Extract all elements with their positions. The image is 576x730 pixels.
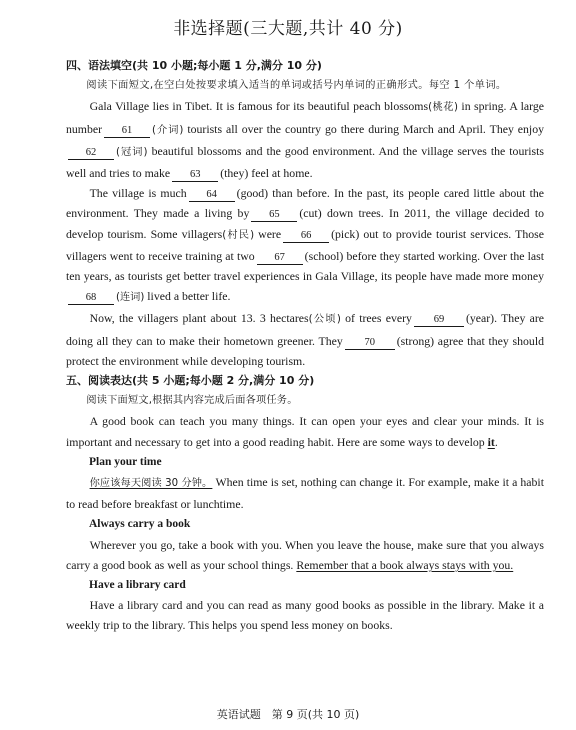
blank-61[interactable]: 61 xyxy=(104,125,150,138)
text-run: of trees every xyxy=(345,311,412,326)
cn-hint: (公顷) xyxy=(308,314,341,326)
section-4-heading: 四、语法填空(共 10 小题;每小题 1 分,满分 10 分) xyxy=(66,59,322,72)
blank-70[interactable]: 70 xyxy=(345,337,395,350)
cn-hint: (连词) xyxy=(116,292,145,304)
reading-paragraph-3: Have a library card and you can read as many good books as possible in the library. Make it a weekly trip to the library. This helps you spend less money on books. xyxy=(66,598,544,633)
page-footer: 英语试题 第 9 页(共 10 页) xyxy=(216,708,360,721)
text-run: beautiful blossoms and the good environment. And the village serves the tourists well and tries to make xyxy=(66,143,545,181)
underlined-sentence: Remember that a book always stays with you. xyxy=(296,557,514,572)
text-run: (they) feel at home. xyxy=(220,166,313,181)
blank-64[interactable]: 64 xyxy=(189,189,235,202)
blank-68[interactable]: 68 xyxy=(68,292,114,305)
text-run: tourists all over the country go there during March and April. They enjoy xyxy=(187,121,545,136)
grammar-paragraph-2 xyxy=(66,183,544,308)
text-run: (year). They are doing all they can to make their hometown greener. They xyxy=(66,311,544,348)
reading-intro xyxy=(66,411,544,451)
grammar-paragraph-1 xyxy=(66,96,544,183)
underlined-it: it xyxy=(487,434,495,449)
blank-63[interactable]: 63 xyxy=(172,169,218,182)
section-4-instruction: 阅读下面短文,在空白处按要求填入适当的单词或括号内单词的正确形式。每空 1 个单词。 xyxy=(86,80,507,92)
subheading-carry-book: Always carry a book xyxy=(89,518,191,531)
section-5-heading: 五、阅读表达(共 5 小题;每小题 2 分,满分 10 分) xyxy=(66,374,315,388)
text-run: When time is set, nothing can change it. For example, make it a habit to read before breakfast or lunchtime. xyxy=(66,475,544,512)
blank-67[interactable]: 67 xyxy=(257,252,303,265)
text-run: (school) before they started working. Over the last ten years, as tourists get better travel experiences in Gala Village, its people have made more money xyxy=(66,248,545,284)
page-title: 非选择题(三大题,共计 40 分) xyxy=(173,19,403,39)
reading-paragraph-1 xyxy=(66,472,544,514)
blank-65[interactable]: 65 xyxy=(251,209,297,222)
content-area xyxy=(66,56,544,636)
underlined-cn-sentence: 你应该每天阅读 30 分钟。 xyxy=(89,478,213,490)
text-run: (good) than before. In the past, its people cared little about the environment. They made a living by xyxy=(66,186,544,221)
text-run: Gala Village lies in Tibet. It is famous for its beautiful peach blossoms xyxy=(89,99,429,114)
text-run: (cut) down trees. In 2011, the village decided to develop tourism. Some villagers xyxy=(66,206,544,241)
blank-66[interactable]: 66 xyxy=(283,230,329,243)
text-run: A good book can teach you many things. It can open your eyes and clear your minds. It is important and necessary to get into a good reading habit. Here are some ways to develop xyxy=(66,414,544,449)
cn-hint: (村民) xyxy=(222,229,255,241)
reading-paragraph-2 xyxy=(66,535,544,575)
text-run: . xyxy=(494,434,498,449)
cn-hint: (冠词) xyxy=(116,146,148,158)
text-run: Now, the villagers plant about 13. 3 hectares xyxy=(89,311,309,326)
blank-62[interactable]: 62 xyxy=(68,147,114,160)
text-run: Wherever you go, take a book with you. When you leave the house, make sure that you always carry a good book as well as your school things. xyxy=(66,537,544,572)
text-run: were xyxy=(258,226,282,241)
subheading-library-card: Have a library card xyxy=(89,579,186,592)
blank-69[interactable]: 69 xyxy=(414,314,464,327)
text-run: (pick) out to provide tourist services. Those villagers went to receive training at two xyxy=(66,226,544,263)
section-5-instruction: 阅读下面短文,根据其内容完成后面各项任务。 xyxy=(86,395,298,407)
cn-hint: (桃花) xyxy=(428,102,458,114)
cn-hint: (介词) xyxy=(152,124,184,136)
text-run: in spring. A large number xyxy=(66,99,545,136)
grammar-paragraph-3 xyxy=(66,308,544,371)
text-run: The village is much xyxy=(89,186,187,201)
subheading-plan-time: Plan your time xyxy=(89,455,162,468)
text-run: lived a better life. xyxy=(147,289,231,304)
text-run: (strong) agree that they should protect the environment while developing tourism. xyxy=(66,333,544,368)
